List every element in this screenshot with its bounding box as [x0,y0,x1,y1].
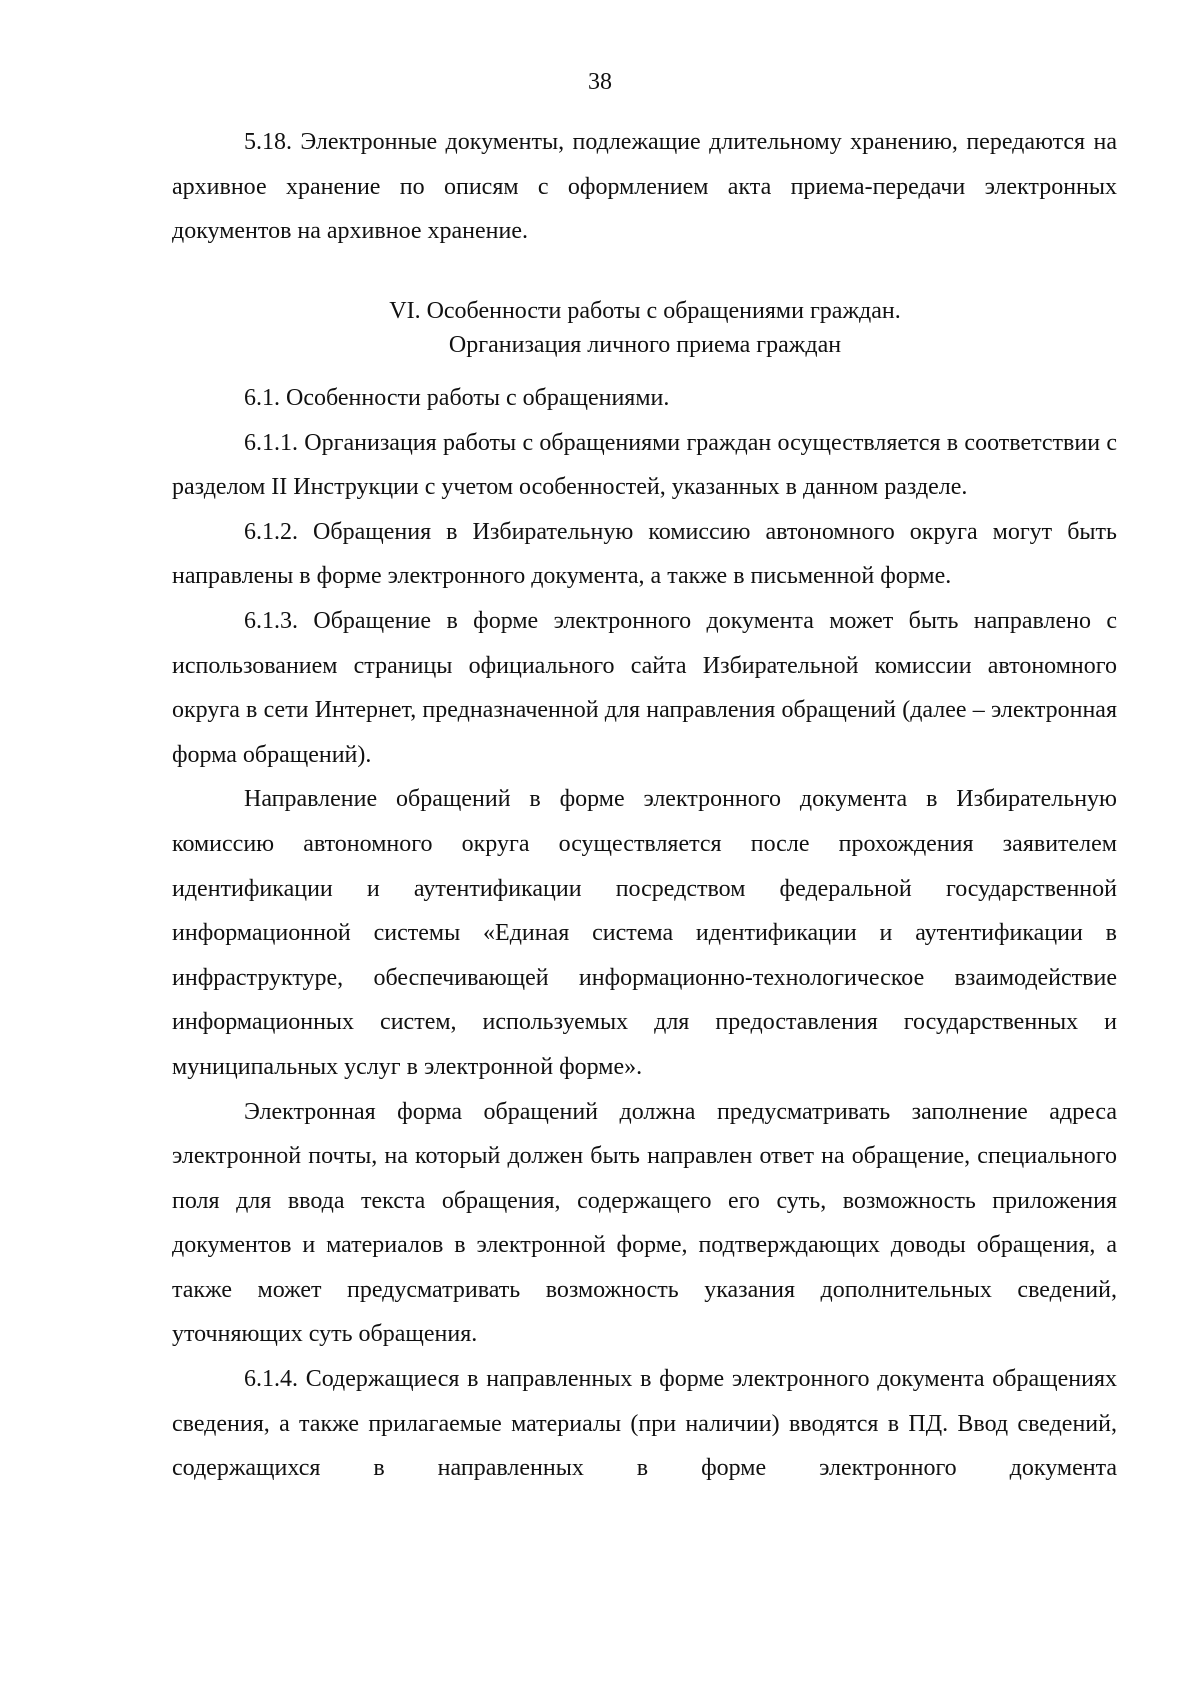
section-heading-line-2: Организация личного приема граждан [448,332,842,358]
paragraph-6-1: 6.1. Особенности работы с обращениями. [244,385,670,411]
section-5-text [172,120,1117,254]
paragraph-5-18: 5.18. Электронные документы, подлежащие длительному хранению, передаются на архивное хранение по описям с оформлением акта приема-передачи электронных документов на архивное хранение. [172,129,1117,245]
paragraph-6-1-4: 6.1.4. Содержащиеся в направленных в форме электронного документа обращениях сведения, а также прилагаемые материалы (при наличии) вводятся в ПД. Ввод сведений, содержащихся в направленных в форме электронного документа [172,1366,1117,1482]
section-heading [0,294,1200,362]
paragraph-6-1-1: 6.1.1. Организация работы с обращениями граждан осуществляется в соответствии с разделом II Инструкции с учетом особенностей, указанных в данном разделе. [172,429,1117,501]
paragraph-6-1-2: 6.1.2. Обращения в Избирательную комиссию автономного округа могут быть направлены в форме электронного документа, а также в письменной форме. [172,518,1117,590]
section-6-text [172,376,1117,1491]
paragraph-electronic-form: Электронная форма обращений должна предусматривать заполнение адреса электронной почты, на который должен быть направлен ответ на обращение, специального поля для ввода текста обращения, содержащего его суть, возможность приложения документов и материалов в электронной форме, подтверждающих доводы обращения, а также может предусматривать возможность указания дополнительных сведений, уточняющих суть обращения. [172,1098,1117,1348]
section-heading-line-1: VI. Особенности работы с обращениями граждан. [389,298,901,324]
paragraph-esia: Направление обращений в форме электронного документа в Избирательную комиссию автономного округа осуществляется после прохождения заявителем идентификации и аутентификации посредством федеральной государственной информационной системы «Единая система идентификации и аутентификации в инфраструктуре, обеспечивающей информационно-технологическое взаимодействие информационных систем, используемых для предоставления государственных и муниципальных услуг в электронной форме». [172,786,1117,1080]
paragraph-6-1-3: 6.1.3. Обращение в форме электронного документа может быть направлено с использованием страницы официального сайта Избирательной комиссии автономного округа в сети Интернет, предназначенной для направления обращений (далее – электронная форма обращений). [172,607,1117,768]
page-number: 38 [588,69,612,95]
